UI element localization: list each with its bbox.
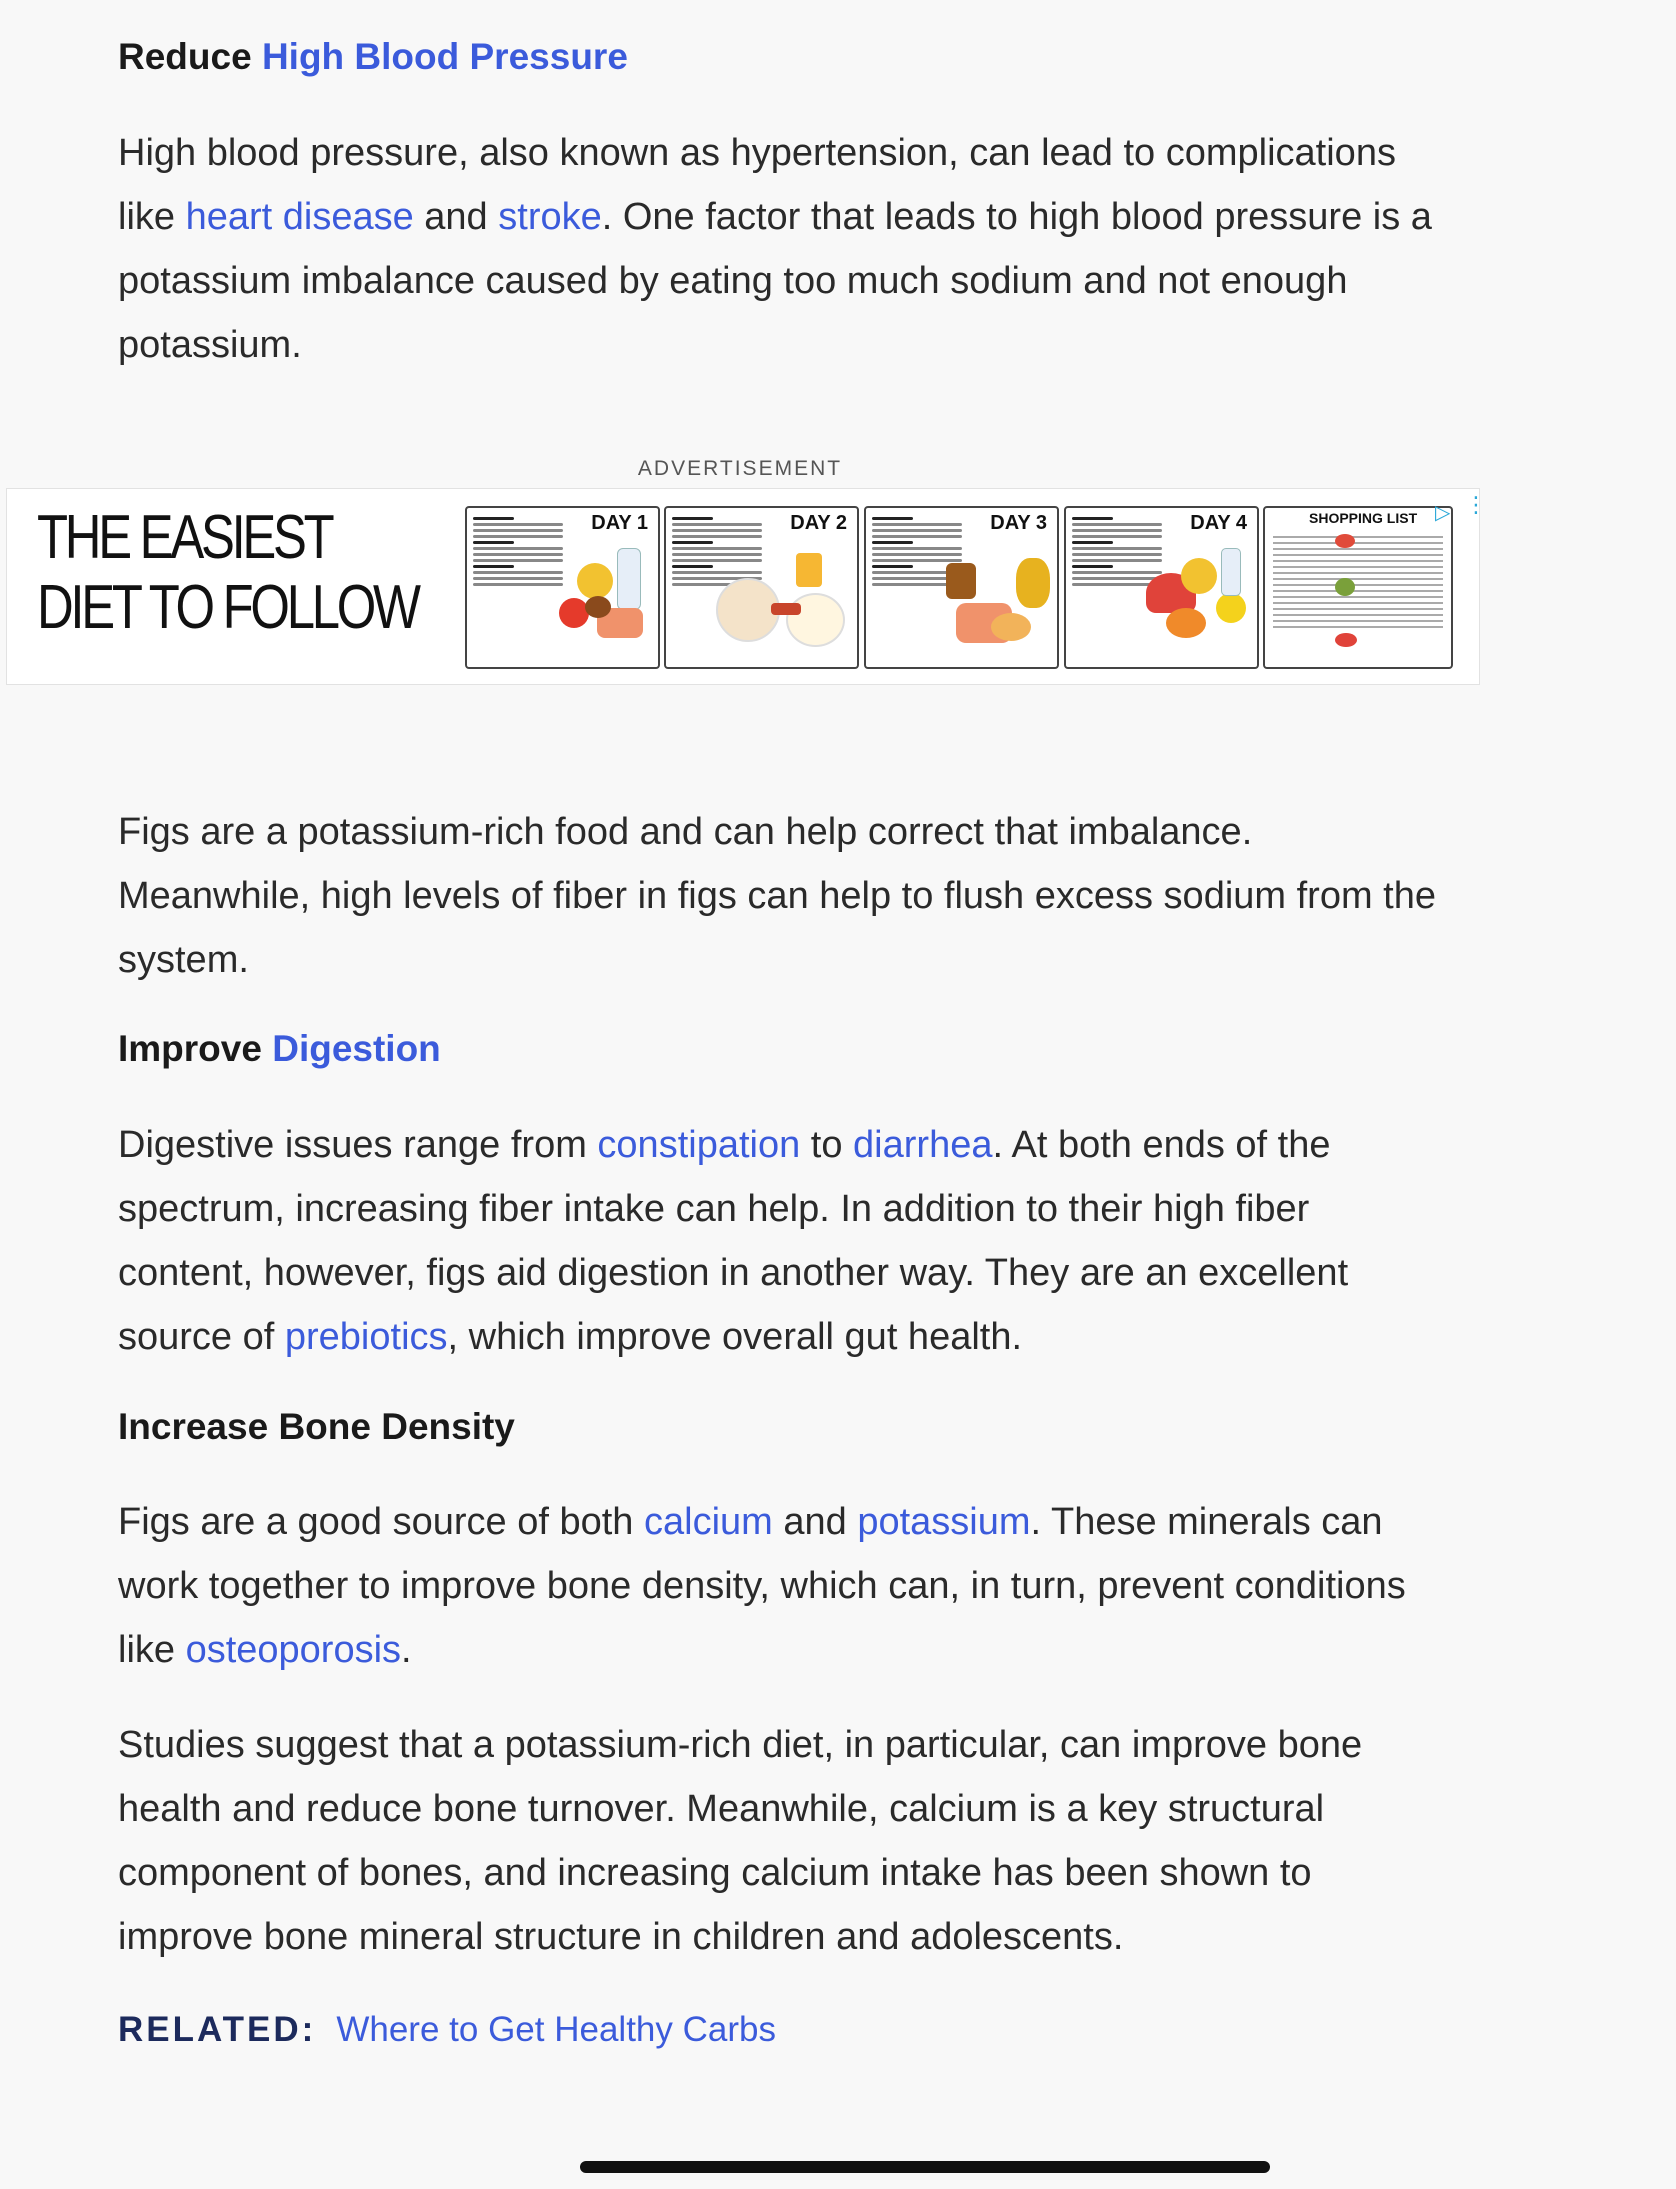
digestion-link[interactable]: Digestion <box>272 1028 441 1069</box>
home-indicator[interactable] <box>580 2161 1270 2173</box>
banana-icon <box>1181 558 1217 594</box>
ad-menu-icon[interactable]: ⋮ <box>1465 492 1487 517</box>
day-label: DAY 2 <box>790 512 847 534</box>
high-blood-pressure-link[interactable]: High Blood Pressure <box>261 36 628 77</box>
bottle-icon <box>1221 548 1241 596</box>
heart-disease-link[interactable]: heart disease <box>185 196 414 238</box>
stroke-link[interactable]: stroke <box>498 196 602 238</box>
text: and <box>413 196 499 238</box>
related-healthy-carbs-link[interactable]: Where to Get Healthy Carbs <box>336 2010 776 2049</box>
pineapple-icon <box>1016 558 1050 608</box>
heading-reduce-high-blood-pressure <box>118 36 628 78</box>
banana-icon <box>577 563 613 599</box>
day-label: DAY 4 <box>1190 512 1247 534</box>
calcium-link[interactable]: calcium <box>644 1501 773 1543</box>
ad-day-card-2[interactable] <box>664 506 859 669</box>
related-links <box>118 2010 776 2050</box>
milk-bottle-icon <box>617 548 641 610</box>
text: Digestive issues range from <box>118 1124 598 1166</box>
heading-prefix: Improve <box>118 1028 262 1069</box>
advertisement-label: ADVERTISEMENT <box>637 457 843 480</box>
paragraph-calcium-potassium <box>118 1490 1438 1682</box>
juice-icon <box>796 553 822 587</box>
heading-prefix: Reduce <box>118 36 252 77</box>
apple-icon <box>559 598 589 628</box>
ad-title-line2: DIET TO FOLLOW <box>37 573 418 642</box>
text: , which improve overall gut health. <box>447 1316 1023 1358</box>
related-label: RELATED: <box>118 2010 317 2049</box>
text: . <box>401 1629 412 1671</box>
advertisement-banner[interactable] <box>6 488 1487 685</box>
text: to <box>800 1124 854 1166</box>
avocado-icon <box>1335 578 1355 596</box>
prebiotics-link[interactable]: prebiotics <box>284 1316 448 1358</box>
ad-day-card-1[interactable] <box>465 506 660 669</box>
constipation-link[interactable]: constipation <box>597 1124 801 1166</box>
potassium-link[interactable]: potassium <box>857 1501 1031 1543</box>
text: . One factor that leads to high blood pressure is a potassium imbalance caused by eating too much sodium and not enough potassium. <box>118 196 1432 366</box>
day-label: DAY 1 <box>591 512 648 534</box>
paragraph-hypertension <box>118 121 1438 377</box>
heading-increase-bone-density: Increase Bone Density <box>118 1406 515 1447</box>
ad-day-card-3[interactable] <box>864 506 1059 669</box>
pancake-icon <box>991 613 1031 641</box>
ad-shopping-list-card[interactable] <box>1263 506 1453 669</box>
shopping-list-label: SHOPPING LIST <box>1309 510 1418 526</box>
paragraph-figs-potassium: Figs are a potassium-rich food and can help correct that imbalance. Meanwhile, high levels of fiber in figs can help to flush excess sodium from the system. <box>118 811 1436 981</box>
orange-icon <box>1166 608 1206 638</box>
heading-improve-digestion <box>118 1028 441 1070</box>
meat-icon <box>1335 534 1355 548</box>
diarrhea-link[interactable]: diarrhea <box>853 1124 993 1166</box>
paragraph-studies: Studies suggest that a potassium-rich diet, in particular, can improve bone health and reduce bone turnover. Meanwhile, calcium is a key structural component of bones, and increasing calcium intake has been shown to improve bone mineral structure in children and adolescents. <box>118 1724 1363 1958</box>
meal-list <box>473 514 563 589</box>
pepper-icon <box>1216 593 1246 623</box>
text: . At both ends of the spectrum, increasing fiber intake can help. In addition to their high fiber content, however, figs aid digestion in another way. They are an excellent source of <box>118 1124 1349 1358</box>
osteoporosis-link[interactable]: osteoporosis <box>185 1629 402 1671</box>
day-label: DAY 3 <box>990 512 1047 534</box>
ad-title <box>37 503 418 643</box>
text: Figs are a good source of both <box>118 1501 644 1543</box>
text: and <box>772 1501 858 1543</box>
ad-day-card-4[interactable] <box>1064 506 1259 669</box>
adchoices-icon[interactable]: ▷ <box>1435 502 1451 524</box>
text: . These minerals can work together to improve bone density, which can, in turn, prevent conditions like <box>118 1501 1406 1671</box>
paragraph-digestion <box>118 1113 1438 1369</box>
jar-icon <box>946 563 976 599</box>
bacon-icon <box>771 603 801 615</box>
watermelon-icon <box>1335 633 1357 647</box>
nuts-icon <box>585 596 611 618</box>
text: High blood pressure, also known as hypertension, can lead to complications like <box>118 132 1396 238</box>
meal-list <box>1072 514 1162 589</box>
shopping-items <box>1273 532 1443 632</box>
egg-plate-icon <box>786 593 845 647</box>
ad-title-line1: THE EASIEST <box>37 503 332 572</box>
